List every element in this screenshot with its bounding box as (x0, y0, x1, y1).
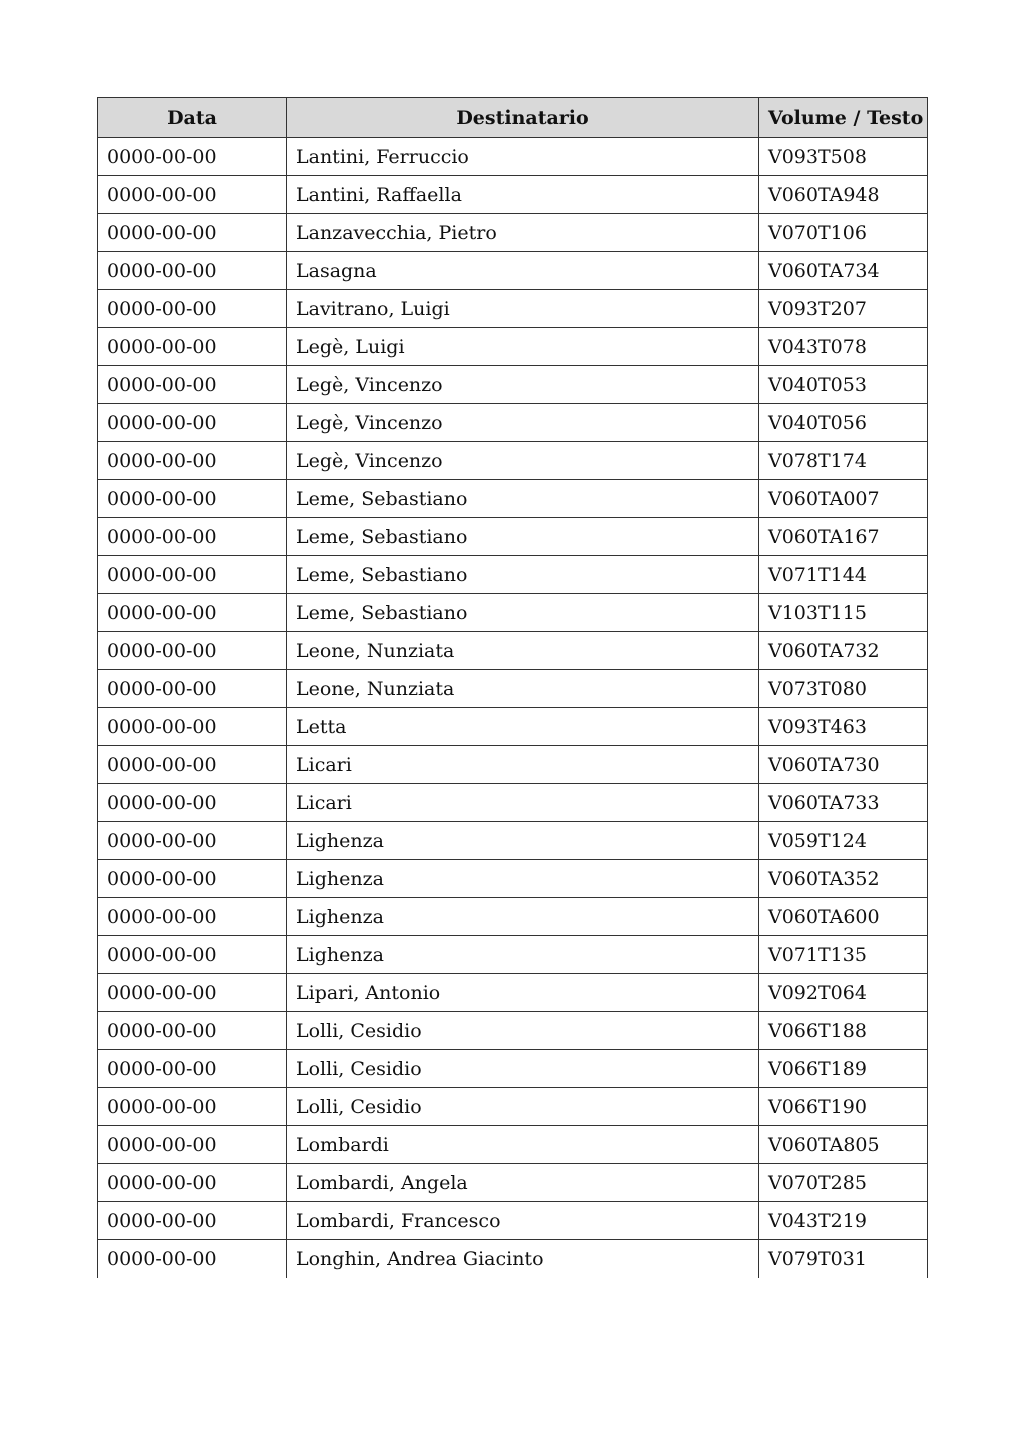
cell-volume-testo: V070T106 (759, 214, 928, 252)
cell-destinatario: Lombardi (287, 1126, 759, 1164)
cell-destinatario: Legè, Vincenzo (287, 366, 759, 404)
cell-data: 0000-00-00 (98, 252, 287, 290)
cell-volume-testo: V093T463 (759, 708, 928, 746)
cell-data: 0000-00-00 (98, 1126, 287, 1164)
cell-destinatario: Legè, Luigi (287, 328, 759, 366)
cell-destinatario: Leme, Sebastiano (287, 480, 759, 518)
cell-volume-testo: V103T115 (759, 594, 928, 632)
table-row (98, 898, 928, 936)
header-destinatario: Destinatario (287, 98, 759, 138)
cell-volume-testo: V059T124 (759, 822, 928, 860)
table-row (98, 632, 928, 670)
cell-destinatario: Lolli, Cesidio (287, 1050, 759, 1088)
cell-volume-testo: V043T219 (759, 1202, 928, 1240)
cell-data: 0000-00-00 (98, 936, 287, 974)
cell-destinatario: Lombardi, Francesco (287, 1202, 759, 1240)
table-row (98, 784, 928, 822)
table-row (98, 404, 928, 442)
cell-destinatario: Lighenza (287, 822, 759, 860)
cell-destinatario: Leone, Nunziata (287, 632, 759, 670)
cell-volume-testo: V066T190 (759, 1088, 928, 1126)
cell-data: 0000-00-00 (98, 1050, 287, 1088)
table-row (98, 556, 928, 594)
cell-data: 0000-00-00 (98, 518, 287, 556)
cell-destinatario: Lombardi, Angela (287, 1164, 759, 1202)
table-row (98, 480, 928, 518)
table-row (98, 290, 928, 328)
cell-destinatario: Legè, Vincenzo (287, 442, 759, 480)
cell-volume-testo: V092T064 (759, 974, 928, 1012)
cell-destinatario: Leme, Sebastiano (287, 556, 759, 594)
cell-volume-testo: V070T285 (759, 1164, 928, 1202)
cell-data: 0000-00-00 (98, 1164, 287, 1202)
cell-data: 0000-00-00 (98, 632, 287, 670)
cell-data: 0000-00-00 (98, 404, 287, 442)
cell-volume-testo: V040T056 (759, 404, 928, 442)
cell-volume-testo: V040T053 (759, 366, 928, 404)
table-header-row (98, 98, 928, 138)
cell-destinatario: Licari (287, 746, 759, 784)
table-row (98, 366, 928, 404)
table-row (98, 860, 928, 898)
table-row (98, 214, 928, 252)
cell-volume-testo: V071T144 (759, 556, 928, 594)
table-body (98, 138, 928, 1278)
cell-volume-testo: V078T174 (759, 442, 928, 480)
cell-destinatario: Lasagna (287, 252, 759, 290)
cell-data: 0000-00-00 (98, 290, 287, 328)
cell-volume-testo: V093T207 (759, 290, 928, 328)
cell-destinatario: Lipari, Antonio (287, 974, 759, 1012)
cell-destinatario: Lolli, Cesidio (287, 1088, 759, 1126)
letters-table (97, 97, 928, 1278)
table-row (98, 822, 928, 860)
cell-volume-testo: V060TA732 (759, 632, 928, 670)
cell-destinatario: Lighenza (287, 860, 759, 898)
table-row (98, 1126, 928, 1164)
cell-volume-testo: V060TA948 (759, 176, 928, 214)
cell-data: 0000-00-00 (98, 746, 287, 784)
cell-destinatario: Letta (287, 708, 759, 746)
cell-data: 0000-00-00 (98, 480, 287, 518)
cell-volume-testo: V079T031 (759, 1240, 928, 1278)
table-row (98, 1240, 928, 1278)
cell-destinatario: Leme, Sebastiano (287, 518, 759, 556)
cell-data: 0000-00-00 (98, 366, 287, 404)
cell-volume-testo: V043T078 (759, 328, 928, 366)
cell-volume-testo: V066T189 (759, 1050, 928, 1088)
cell-data: 0000-00-00 (98, 442, 287, 480)
cell-data: 0000-00-00 (98, 974, 287, 1012)
table-row (98, 708, 928, 746)
table-row (98, 442, 928, 480)
cell-volume-testo: V060TA730 (759, 746, 928, 784)
cell-destinatario: Lavitrano, Luigi (287, 290, 759, 328)
cell-data: 0000-00-00 (98, 328, 287, 366)
cell-destinatario: Leone, Nunziata (287, 670, 759, 708)
table-row (98, 670, 928, 708)
cell-volume-testo: V071T135 (759, 936, 928, 974)
cell-destinatario: Lantini, Ferruccio (287, 138, 759, 176)
cell-destinatario: Lantini, Raffaella (287, 176, 759, 214)
table-row (98, 1012, 928, 1050)
table-row (98, 746, 928, 784)
cell-data: 0000-00-00 (98, 1088, 287, 1126)
cell-volume-testo: V066T188 (759, 1012, 928, 1050)
table-row (98, 518, 928, 556)
table-row (98, 176, 928, 214)
header-volume-testo: Volume / Testo (759, 98, 928, 138)
table-row (98, 138, 928, 176)
table-row (98, 594, 928, 632)
table-row (98, 936, 928, 974)
table-row (98, 252, 928, 290)
cell-volume-testo: V060TA167 (759, 518, 928, 556)
cell-data: 0000-00-00 (98, 1202, 287, 1240)
cell-data: 0000-00-00 (98, 784, 287, 822)
cell-volume-testo: V060TA734 (759, 252, 928, 290)
cell-data: 0000-00-00 (98, 1012, 287, 1050)
cell-volume-testo: V060TA600 (759, 898, 928, 936)
cell-data: 0000-00-00 (98, 214, 287, 252)
table-row (98, 974, 928, 1012)
cell-volume-testo: V060TA007 (759, 480, 928, 518)
cell-destinatario: Lanzavecchia, Pietro (287, 214, 759, 252)
cell-data: 0000-00-00 (98, 594, 287, 632)
cell-data: 0000-00-00 (98, 898, 287, 936)
cell-data: 0000-00-00 (98, 860, 287, 898)
cell-volume-testo: V093T508 (759, 138, 928, 176)
cell-data: 0000-00-00 (98, 670, 287, 708)
cell-data: 0000-00-00 (98, 556, 287, 594)
cell-destinatario: Lighenza (287, 936, 759, 974)
cell-volume-testo: V060TA352 (759, 860, 928, 898)
cell-data: 0000-00-00 (98, 138, 287, 176)
cell-destinatario: Lolli, Cesidio (287, 1012, 759, 1050)
table-row (98, 1088, 928, 1126)
cell-destinatario: Leme, Sebastiano (287, 594, 759, 632)
cell-data: 0000-00-00 (98, 708, 287, 746)
table-row (98, 1202, 928, 1240)
cell-destinatario: Lighenza (287, 898, 759, 936)
cell-data: 0000-00-00 (98, 1240, 287, 1278)
document-page (97, 97, 927, 1278)
cell-volume-testo: V060TA805 (759, 1126, 928, 1164)
cell-data: 0000-00-00 (98, 822, 287, 860)
header-data: Data (98, 98, 287, 138)
cell-data: 0000-00-00 (98, 176, 287, 214)
cell-destinatario: Licari (287, 784, 759, 822)
cell-destinatario: Legè, Vincenzo (287, 404, 759, 442)
cell-destinatario: Longhin, Andrea Giacinto (287, 1240, 759, 1278)
table-row (98, 1050, 928, 1088)
table-row (98, 328, 928, 366)
cell-volume-testo: V060TA733 (759, 784, 928, 822)
cell-volume-testo: V073T080 (759, 670, 928, 708)
table-row (98, 1164, 928, 1202)
